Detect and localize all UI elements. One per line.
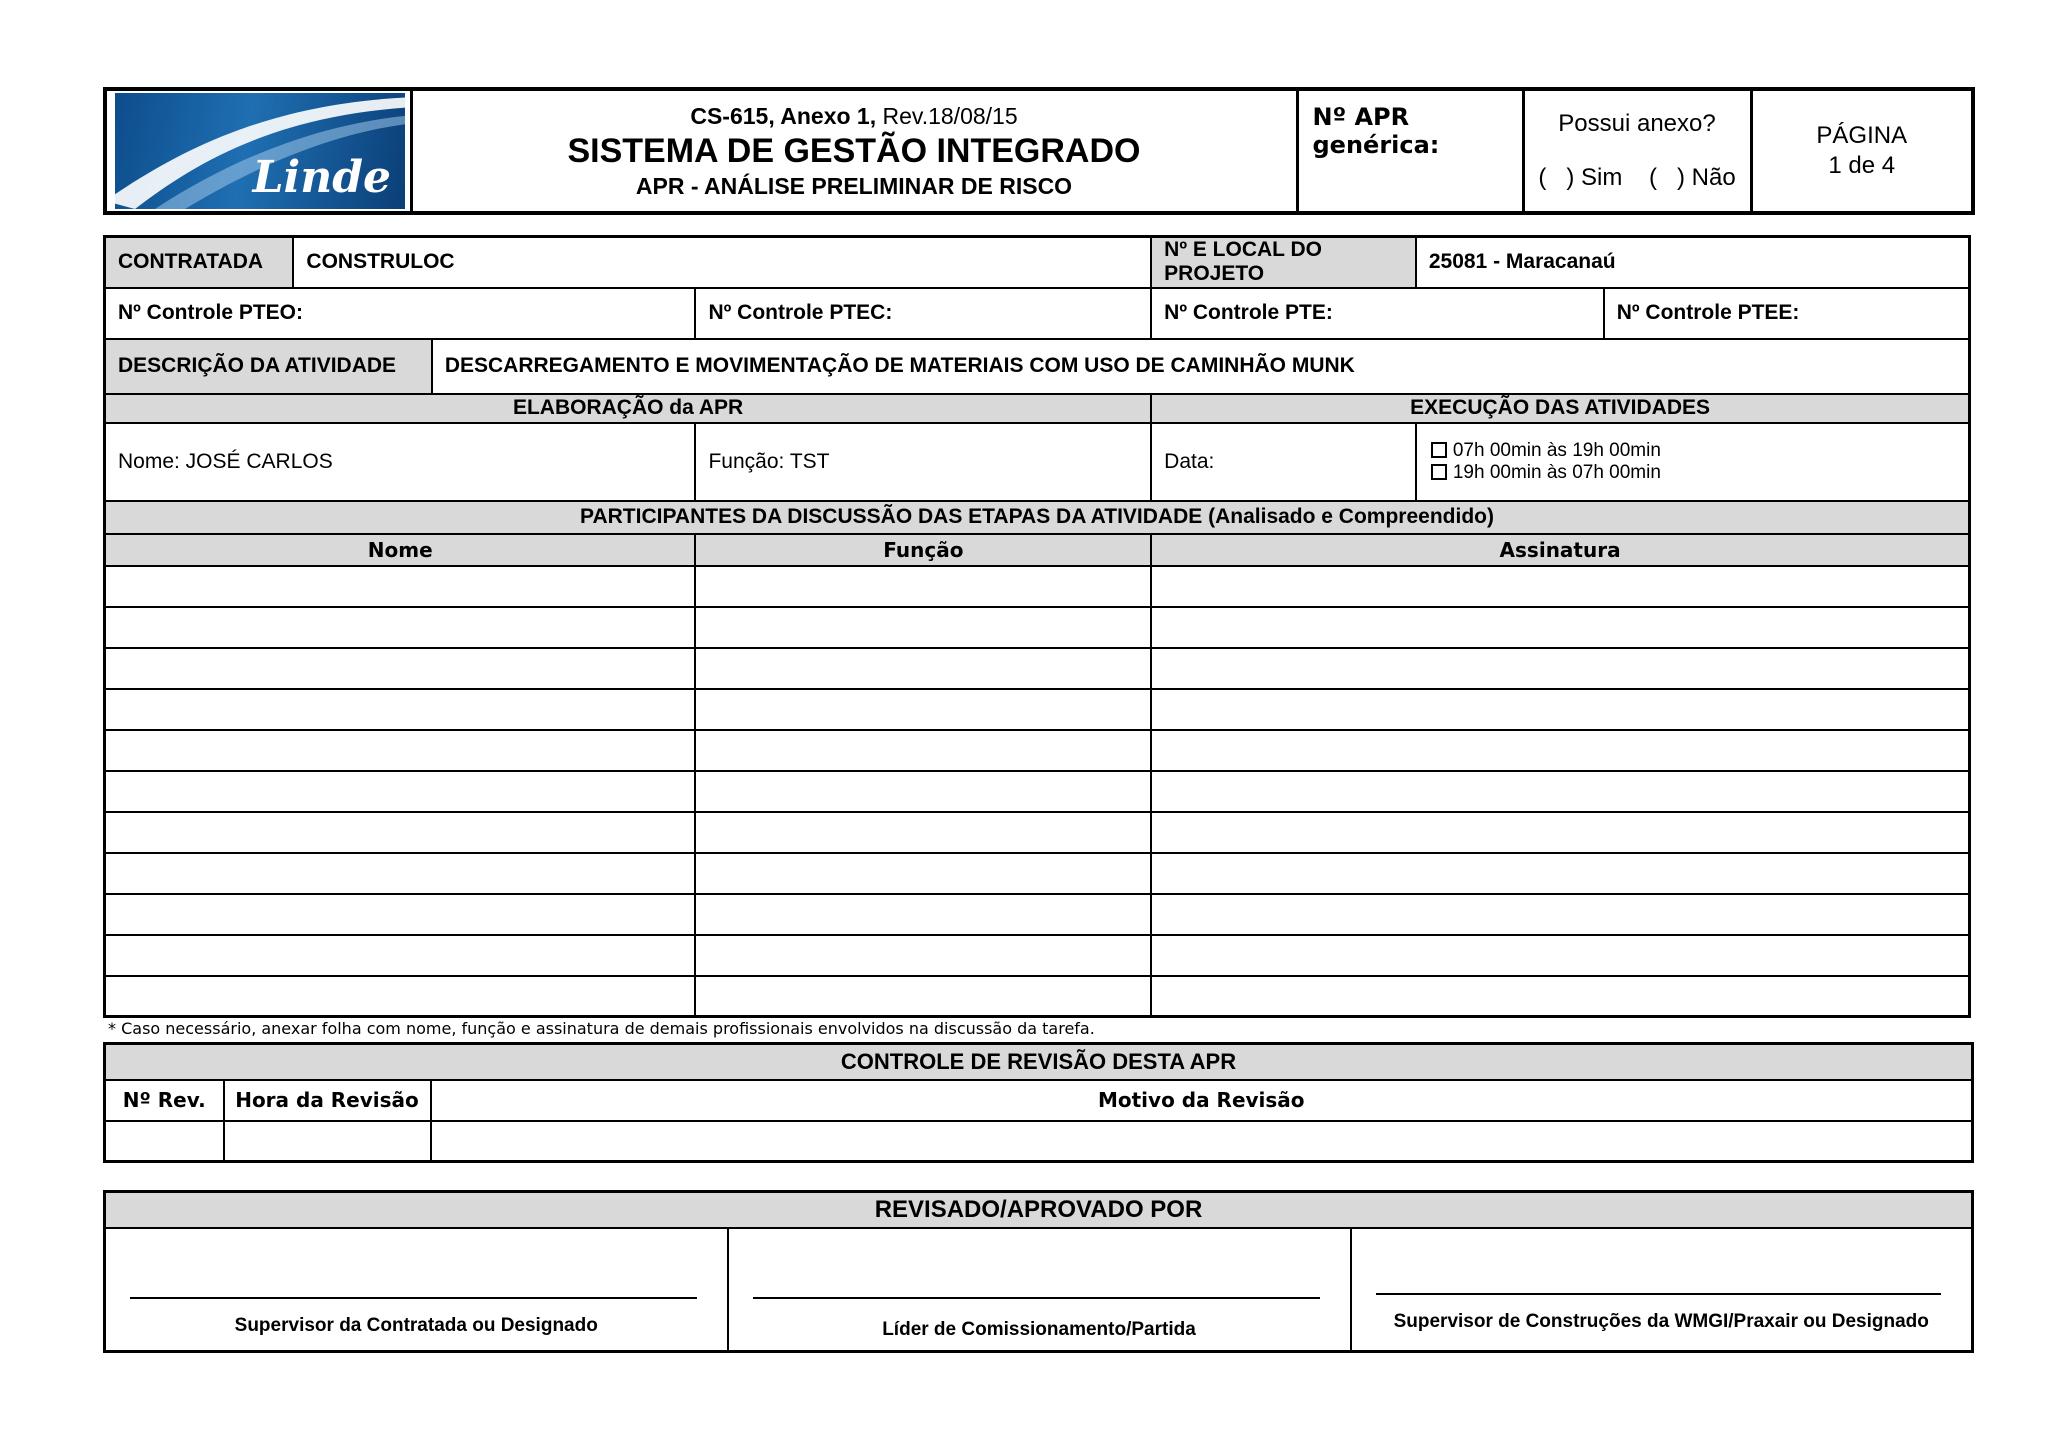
participant-funcao-cell[interactable]: [695, 935, 1151, 976]
participant-funcao-cell[interactable]: [695, 812, 1151, 853]
page-cell: [1751, 89, 1973, 213]
participant-assinatura-cell[interactable]: [1151, 566, 1969, 607]
col-motivo: Motivo da Revisão: [431, 1080, 1973, 1121]
linde-logo: [115, 93, 405, 209]
ptec-field[interactable]: Nº Controle PTEC:: [695, 288, 1151, 339]
elaborador-nome[interactable]: Nome: JOSÉ CARLOS: [105, 423, 696, 501]
signature-lider-comissionamento[interactable]: [728, 1228, 1351, 1352]
revision-date: Rev.18/08/15: [882, 102, 1018, 129]
turno-night-label: 19h 00min às 07h 00min: [1452, 461, 1661, 483]
participant-nome-cell[interactable]: [105, 812, 696, 853]
participant-nome-cell[interactable]: [105, 894, 696, 935]
participant-nome-cell[interactable]: [105, 976, 696, 1017]
signature-line: [1376, 1293, 1942, 1295]
page-number: 1 de 4: [1828, 152, 1896, 179]
table-row: [105, 976, 1970, 1017]
participant-assinatura-cell[interactable]: [1151, 812, 1969, 853]
turno-options: [1416, 423, 1970, 501]
projeto-label: Nº E LOCAL DO PROJETO: [1151, 237, 1416, 288]
table-row: [105, 894, 1970, 935]
turno-option-night[interactable]: [1431, 462, 1956, 484]
apr-generica-field[interactable]: [1297, 89, 1523, 213]
contratada-value[interactable]: CONSTRULOC: [293, 237, 1151, 288]
table-row: [105, 689, 1970, 730]
participant-assinatura-cell[interactable]: [1151, 730, 1969, 771]
signature-label: Líder de Comissionamento/Partida: [882, 1318, 1196, 1340]
execucao-title: EXECUÇÃO DAS ATIVIDADES: [1151, 394, 1969, 423]
signature-line: [753, 1297, 1320, 1299]
participant-assinatura-cell[interactable]: [1151, 894, 1969, 935]
participant-funcao-cell[interactable]: [695, 853, 1151, 894]
participant-funcao-cell[interactable]: [695, 648, 1151, 689]
participant-assinatura-cell[interactable]: [1151, 648, 1969, 689]
table-row: [105, 812, 1970, 853]
participant-assinatura-cell[interactable]: [1151, 935, 1969, 976]
signature-label: Supervisor da Contratada ou Designado: [234, 1314, 598, 1336]
participant-nome-cell[interactable]: [105, 730, 696, 771]
participant-nome-cell[interactable]: [105, 935, 696, 976]
table-row: [105, 730, 1970, 771]
page-label: PÁGINA: [1816, 122, 1908, 149]
checkbox-icon[interactable]: [1431, 464, 1447, 480]
participantes-title: PARTICIPANTES DA DISCUSSÃO DAS ETAPAS DA ATIVIDADE (Analisado e Compreendido): [105, 501, 1970, 534]
approval-table: [103, 1190, 1974, 1353]
table-row: [105, 1121, 1973, 1162]
table-row: [105, 648, 1970, 689]
apr-generica-label: Nº APR genérica:: [1312, 103, 1440, 159]
elaboracao-title: ELABORAÇÃO da APR: [105, 394, 1152, 423]
aprovacao-title: REVISADO/APROVADO POR: [105, 1192, 1973, 1228]
anexo-options[interactable]: ( ) Sim ( ) Não: [1538, 164, 1736, 191]
system-title: SISTEMA DE GESTÃO INTEGRADO: [567, 131, 1141, 170]
rev-number-cell[interactable]: [105, 1121, 224, 1162]
table-row: [105, 771, 1970, 812]
participant-funcao-cell[interactable]: [695, 976, 1151, 1017]
revision-control-table: [103, 1042, 1974, 1163]
contratada-label: CONTRATADA: [105, 237, 294, 288]
participant-nome-cell[interactable]: [105, 648, 696, 689]
signature-supervisor-contratada[interactable]: [105, 1228, 728, 1352]
signature-line: [130, 1297, 697, 1299]
table-row: [105, 607, 1970, 648]
title-cell: [411, 89, 1297, 213]
turno-option-day[interactable]: [1431, 440, 1956, 462]
col-funcao: Função: [695, 534, 1151, 566]
participant-funcao-cell[interactable]: [695, 566, 1151, 607]
logo-cell: [105, 89, 411, 213]
ptee-field[interactable]: Nº Controle PTEE:: [1604, 288, 1970, 339]
col-assinatura: Assinatura: [1151, 534, 1969, 566]
projeto-value[interactable]: 25081 - Maracanaú: [1416, 237, 1970, 288]
document-header: [103, 87, 1975, 215]
elaborador-funcao[interactable]: Função: TST: [695, 423, 1151, 501]
checkbox-icon[interactable]: [1431, 442, 1447, 458]
participant-assinatura-cell[interactable]: [1151, 853, 1969, 894]
participant-funcao-cell[interactable]: [695, 771, 1151, 812]
turno-day-label: 07h 00min às 19h 00min: [1452, 439, 1661, 461]
participant-nome-cell[interactable]: [105, 607, 696, 648]
execucao-data[interactable]: Data:: [1151, 423, 1416, 501]
pteo-field[interactable]: Nº Controle PTEO:: [105, 288, 696, 339]
table-row: [105, 935, 1970, 976]
participant-funcao-cell[interactable]: [695, 730, 1151, 771]
apr-form-table: [103, 235, 1971, 1018]
descricao-label: DESCRIÇÃO DA ATIVIDADE: [105, 339, 432, 394]
rev-hora-cell[interactable]: [224, 1121, 431, 1162]
anexo-question: Possui anexo?: [1558, 110, 1716, 137]
pte-field[interactable]: Nº Controle PTE:: [1151, 288, 1604, 339]
rev-motivo-cell[interactable]: [431, 1121, 1973, 1162]
revisao-title: CONTROLE DE REVISÃO DESTA APR: [105, 1044, 1973, 1080]
participant-funcao-cell[interactable]: [695, 894, 1151, 935]
form-code: CS-615, Anexo 1,: [690, 102, 877, 129]
col-hora: Hora da Revisão: [224, 1080, 431, 1121]
col-nome: Nome: [105, 534, 696, 566]
table-row: [105, 853, 1970, 894]
logo-wordmark: Linde: [252, 152, 391, 203]
participant-nome-cell[interactable]: [105, 771, 696, 812]
document-subtitle: APR - ANÁLISE PRELIMINAR DE RISCO: [635, 172, 1073, 199]
participant-nome-cell[interactable]: [105, 853, 696, 894]
participant-assinatura-cell[interactable]: [1151, 976, 1969, 1017]
participantes-note: * Caso necessário, anexar folha com nome, função e assinatura de demais profissionais envolvidos na discussão da tarefa.: [108, 1019, 1095, 1038]
descricao-value[interactable]: DESCARREGAMENTO E MOVIMENTAÇÃO DE MATERIAIS COM USO DE CAMINHÃO MUNK: [432, 339, 1970, 394]
signature-supervisor-construcoes[interactable]: [1351, 1228, 1973, 1352]
participant-funcao-cell[interactable]: [695, 689, 1151, 730]
anexo-cell: [1523, 89, 1751, 213]
participant-assinatura-cell[interactable]: [1151, 607, 1969, 648]
participant-assinatura-cell[interactable]: [1151, 689, 1969, 730]
participant-funcao-cell[interactable]: [695, 607, 1151, 648]
signature-label: Supervisor de Construções da WMGI/Praxair ou Designado: [1393, 1310, 1929, 1332]
participant-nome-cell[interactable]: [105, 566, 696, 607]
participant-assinatura-cell[interactable]: [1151, 771, 1969, 812]
table-row: [105, 566, 1970, 607]
participant-nome-cell[interactable]: [105, 689, 696, 730]
col-rev: Nº Rev.: [105, 1080, 224, 1121]
